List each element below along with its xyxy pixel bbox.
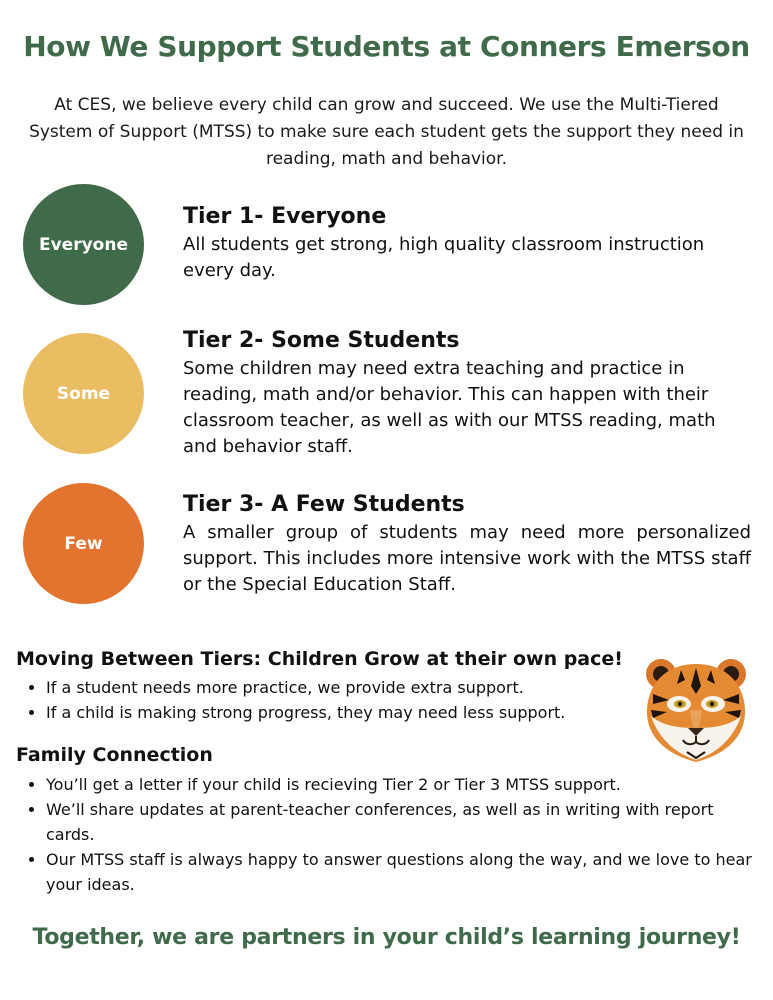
tier-2-heading: Tier 2- Some Students: [183, 328, 460, 353]
family-list: [16, 772, 766, 897]
tier-1-circle-label: Everyone: [38, 234, 128, 255]
tier-2-block: [183, 326, 751, 460]
tier-1-circle: [23, 184, 144, 305]
list-item: • We’ll share updates at parent-teacher conferences, as well as in writing with report cards.: [46, 797, 766, 847]
intro-paragraph: At CES, we believe every child can grow and succeed. We use the Multi-Tiered System of Support (MTSS) to make sure each student gets the support they need in reading, math and behavior.: [29, 95, 744, 169]
closing-statement: Together, we are partners in your child’s learning journey!: [32, 925, 741, 950]
list-item: • You’ll get a letter if your child is recieving Tier 2 or Tier 3 MTSS support.: [46, 772, 766, 797]
tier-1-description: All students get strong, high quality classroom instruction every day.: [183, 234, 705, 281]
tier-3-circle: [23, 483, 144, 604]
list-item: • Our MTSS staff is always happy to answer questions along the way, and we love to hear your ideas.: [46, 847, 766, 897]
list-item: • If a student needs more practice, we provide extra support.: [46, 675, 636, 700]
tier-3-heading: Tier 3- A Few Students: [183, 492, 465, 517]
moving-heading: Moving Between Tiers: Children Grow at their own pace!: [16, 648, 623, 670]
list-item: • If a child is making strong progress, they may need less support.: [46, 700, 636, 725]
tier-3-block: [183, 490, 751, 598]
tier-2-circle-label: Some: [56, 383, 111, 404]
family-heading: Family Connection: [16, 744, 213, 766]
tiger-icon: [641, 654, 751, 766]
tier-2-circle: [23, 333, 144, 454]
tier-3-description: A smaller group of students may need more personalized support. This includes more intensive work with the MTSS staff or the Special Education Staff.: [183, 522, 751, 595]
tier-2-description: Some children may need extra teaching and practice in reading, math and/or behavior. This can happen with their classroom teacher, as well as with our MTSS reading, math and behavior staff.: [183, 358, 716, 457]
tier-1-heading: Tier 1- Everyone: [183, 204, 387, 229]
tier-3-circle-label: Few: [64, 533, 103, 554]
moving-list: [16, 675, 636, 725]
tier-1-block: [183, 202, 751, 284]
page-title: How We Support Students at Conners Emerson: [23, 30, 750, 63]
